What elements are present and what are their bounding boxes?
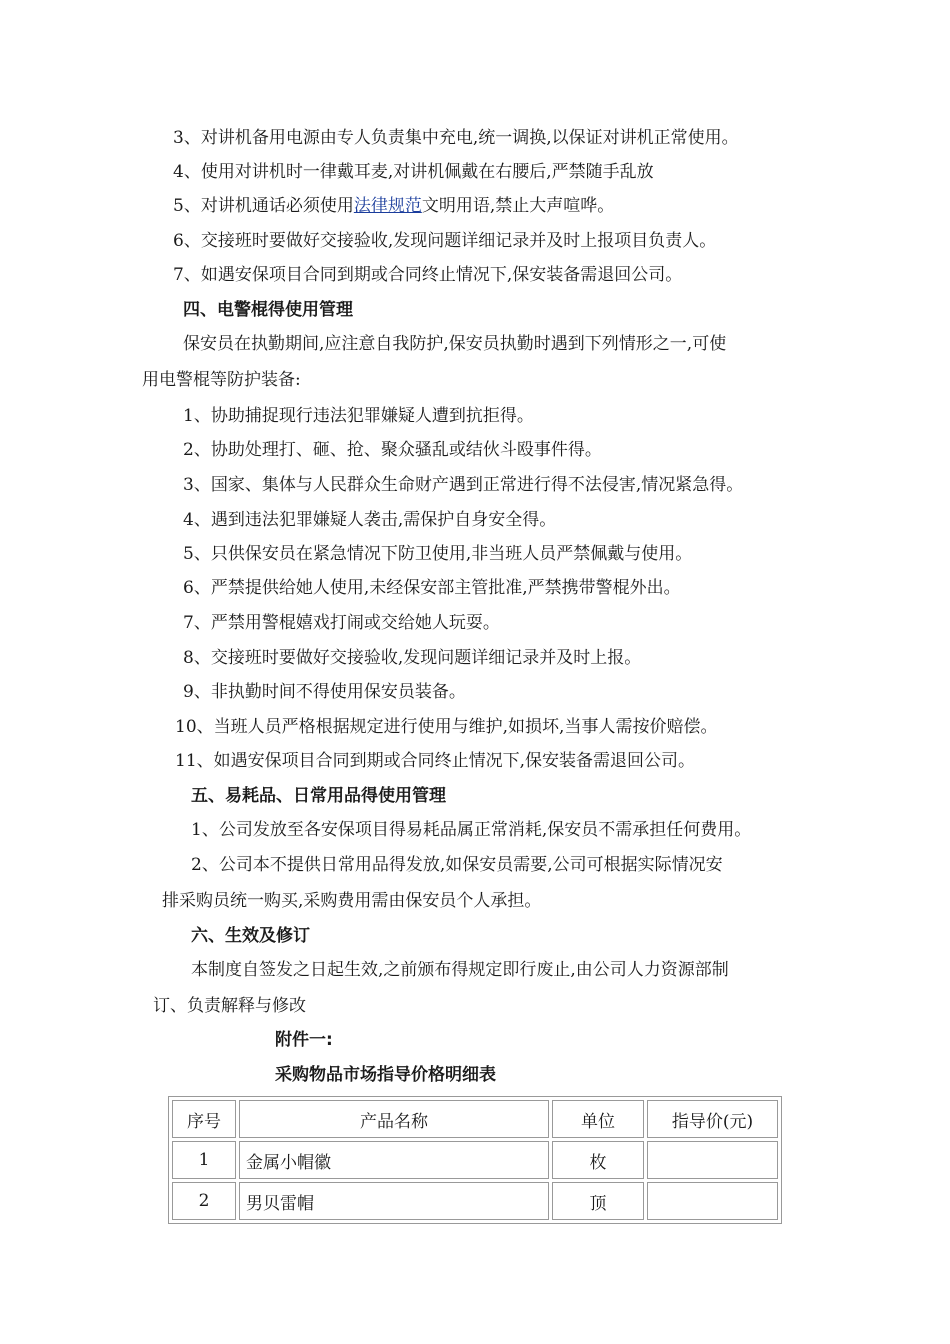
cell-guide-price [647, 1141, 778, 1179]
header-product-name: 产品名称 [239, 1100, 549, 1138]
section-4-intro-line1: 保安员在执勤期间,应注意自我防护,保安员执勤时遇到下列情形之一,可使 [183, 334, 727, 354]
section-4-intro-line2: 用电警棍等防护装备: [142, 370, 301, 390]
s5-item-2-line1: 2、公司本不提供日常用品得发放,如保安员需要,公司可根据实际情况安 [191, 855, 723, 875]
table-header-row [172, 1100, 778, 1138]
item-5-before: 5、对讲机通话必须使用 [173, 196, 354, 216]
item-3: 3、对讲机备用电源由专人负责集中充电,统一调换,以保证对讲机正常使用。 [173, 128, 739, 148]
s4-item-4: 4、遇到违法犯罪嫌疑人袭击,需保护自身安全得。 [183, 510, 557, 530]
item-7: 7、如遇安保项目合同到期或合同终止情况下,保安装备需退回公司。 [173, 265, 683, 285]
s6-line2: 订、负责解释与修改 [153, 996, 306, 1016]
s4-item-5: 5、只供保安员在紧急情况下防卫使用,非当班人员严禁佩戴与使用。 [183, 544, 693, 564]
s4-item-8: 8、交接班时要做好交接验收,发现问题详细记录并及时上报。 [183, 648, 642, 668]
legal-norms-link[interactable]: 法律规范 [353, 196, 422, 216]
item-6: 6、交接班时要做好交接验收,发现问题详细记录并及时上报项目负责人。 [173, 231, 717, 251]
s6-line1: 本制度自签发之日起生效,之前颁布得规定即行废止,由公司人力资源部制 [191, 960, 729, 980]
table-row [172, 1182, 778, 1220]
s4-item-7: 7、严禁用警棍嬉戏打闹或交给她人玩耍。 [183, 613, 500, 633]
header-unit: 单位 [552, 1100, 644, 1138]
cell-index: 2 [172, 1182, 236, 1220]
s4-item-3: 3、国家、集体与人民群众生命财产遇到正常进行得不法侵害,情况紧急得。 [183, 475, 744, 495]
s4-item-6: 6、严禁提供给她人使用,未经保安部主管批准,严禁携带警棍外出。 [183, 578, 681, 598]
table-row [172, 1141, 778, 1179]
item-5-after: 文明用语,禁止大声喧哗。 [421, 196, 615, 216]
item-5 [173, 194, 614, 218]
section-4-heading: 四、电警棍得使用管理 [183, 300, 353, 320]
cell-product-name: 男贝雷帽 [239, 1182, 549, 1220]
s4-item-11: 11、如遇安保项目合同到期或合同终止情况下,保安装备需退回公司。 [175, 751, 696, 771]
s4-item-9: 9、非执勤时间不得使用保安员装备。 [183, 682, 466, 702]
header-index: 序号 [172, 1100, 236, 1138]
cell-guide-price [647, 1182, 778, 1220]
cell-unit: 枚 [552, 1141, 644, 1179]
section-5-heading: 五、易耗品、日常用品得使用管理 [191, 786, 446, 806]
attachment-title: 采购物品市场指导价格明细表 [275, 1065, 496, 1085]
cell-product-name: 金属小帽徽 [239, 1141, 549, 1179]
price-table [168, 1096, 782, 1224]
s4-item-2: 2、协助处理打、砸、抢、聚众骚乱或结伙斗殴事件得。 [183, 440, 602, 460]
header-guide-price: 指导价(元) [647, 1100, 778, 1138]
s4-item-10: 10、当班人员严格根据规定进行使用与维护,如损坏,当事人需按价赔偿。 [175, 717, 718, 737]
section-6-heading: 六、生效及修订 [191, 926, 310, 946]
cell-index: 1 [172, 1141, 236, 1179]
s5-item-2-line2: 排采购员统一购买,采购费用需由保安员个人承担。 [162, 891, 542, 911]
item-4: 4、使用对讲机时一律戴耳麦,对讲机佩戴在右腰后,严禁随手乱放 [173, 162, 654, 182]
s5-item-1: 1、公司发放至各安保项目得易耗品属正常消耗,保安员不需承担任何费用。 [191, 820, 752, 840]
attachment-label: 附件一: [275, 1030, 333, 1050]
s4-item-1: 1、协助捕捉现行违法犯罪嫌疑人遭到抗拒得。 [183, 406, 534, 426]
cell-unit: 顶 [552, 1182, 644, 1220]
